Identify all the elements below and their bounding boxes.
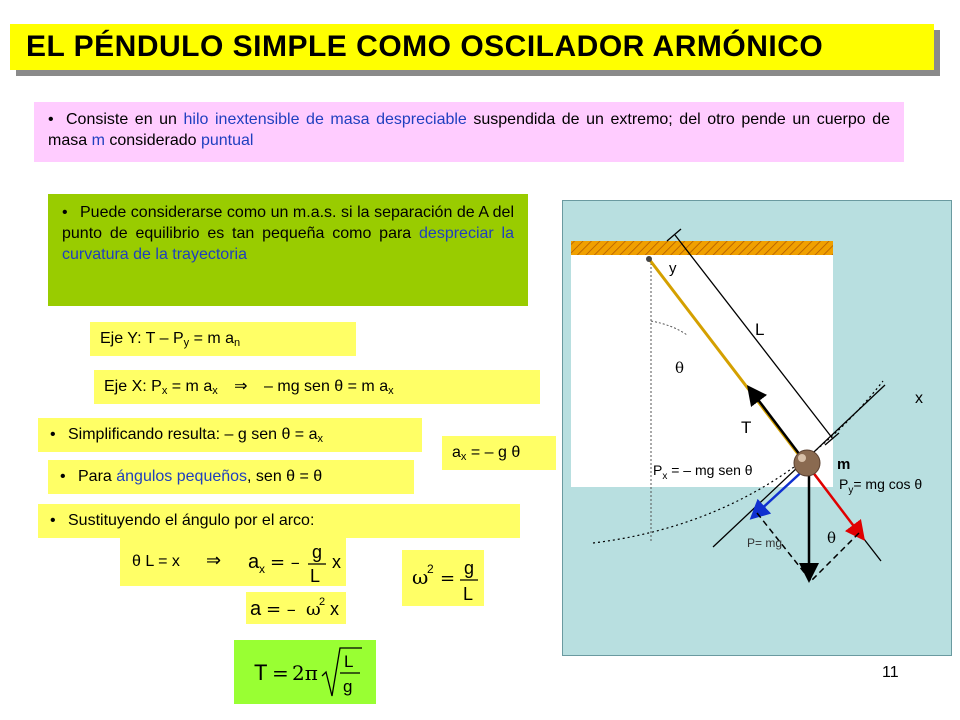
- pendulum-diagram: [562, 200, 952, 656]
- formula-period-box: [234, 640, 376, 704]
- superscript-2: 2: [427, 562, 434, 576]
- sustituyendo-text: Sustituyendo el ángulo por el arco:: [68, 512, 315, 529]
- frac-num-g: g: [312, 542, 323, 562]
- formula-ax-svg: [120, 538, 346, 586]
- eje-y-mid: = m a: [189, 330, 235, 347]
- var-x: x: [330, 599, 339, 619]
- eq-minus: = –: [266, 599, 296, 620]
- var-x: x: [332, 552, 341, 572]
- bullet-icon: •: [48, 111, 54, 128]
- frac-num-l: L: [344, 652, 354, 671]
- angulos-pre: Para: [78, 468, 117, 485]
- mas-box: [48, 194, 528, 306]
- ax-post: = – g θ: [466, 444, 521, 461]
- simplificando-box: [38, 418, 422, 452]
- bullet-icon: •: [60, 468, 66, 485]
- period-t: T: [254, 660, 268, 685]
- pendulum-diagram-svg: [563, 201, 953, 657]
- label-py: $P_y=$ mg cos θ: [839, 476, 923, 496]
- ax-equation: [442, 436, 556, 470]
- label-p-mg: P= mg: [747, 536, 783, 550]
- label-l: L: [755, 320, 765, 339]
- omega-symbol: ω: [412, 565, 429, 589]
- eq-minus: = –: [270, 552, 300, 573]
- ax-lhs-sub: x: [259, 562, 265, 576]
- frac-num-g: g: [464, 558, 475, 578]
- mas-text: Puede considerarse como un m.a.s. si la separación de A del punto de equilibrio es tan pequeña como para: [62, 204, 514, 242]
- bullet-icon: •: [50, 512, 56, 529]
- intro-text-1: Consiste en un: [66, 111, 184, 128]
- eje-x-mid: = m a: [167, 378, 213, 395]
- formula-ax-box: [120, 538, 346, 586]
- superscript-2: 2: [319, 596, 326, 608]
- eje-x-sub2: x: [212, 385, 218, 397]
- eje-x-sub1: x: [161, 385, 168, 397]
- ax-pre: a: [452, 444, 461, 461]
- formula-omega-svg: [402, 550, 484, 606]
- formula-omega-box: [402, 550, 484, 606]
- label-x: x: [915, 390, 923, 407]
- ceiling: [571, 241, 833, 255]
- formula-period-svg: [234, 640, 376, 704]
- label-theta-2: θ: [827, 529, 837, 547]
- intro-highlight-1: hilo inextensible de masa despreciable: [183, 111, 467, 128]
- pivot-point: [646, 256, 652, 262]
- eje-x-rhs: – mg sen θ = m a: [264, 378, 389, 395]
- py-component-arrow: [809, 467, 859, 533]
- intro-text-3: considerado: [104, 132, 201, 149]
- bob-highlight: [798, 454, 806, 462]
- implies-arrow-icon: ⇒: [206, 550, 222, 571]
- a-lhs: a: [250, 598, 262, 620]
- frac-den-g: g: [343, 677, 353, 696]
- label-y: y: [669, 260, 677, 277]
- page-title: EL PÉNDULO SIMPLE COMO OSCILADOR ARMÓNICO: [10, 24, 934, 70]
- bullet-icon: •: [62, 204, 68, 221]
- simplificando-text: Simplificando resulta: – g sen θ = a: [68, 426, 318, 443]
- two-pi: 2π: [292, 661, 318, 685]
- frac-den-l: L: [463, 584, 474, 604]
- bullet-icon: •: [50, 426, 56, 443]
- intro-highlight-3: puntual: [200, 132, 254, 149]
- frac-den-l: L: [310, 566, 321, 586]
- eje-x-equation: [94, 370, 540, 404]
- ax-sub: x: [460, 451, 467, 463]
- mas-highlight: despreciar la curvatura de la trayectoria: [62, 225, 514, 263]
- page-number: 11: [882, 664, 899, 681]
- eje-y-sub2: n: [234, 337, 241, 349]
- intro-box: [34, 102, 904, 162]
- eq-sign: =: [272, 661, 289, 685]
- label-tension: T: [741, 418, 752, 437]
- label-px: $P_x$ = – mg sen θ: [653, 462, 753, 482]
- sustituyendo-box: [38, 504, 520, 538]
- formula-a-box: [246, 592, 346, 624]
- ax-lhs: a: [248, 551, 260, 573]
- angulos-box: [48, 460, 414, 494]
- eq-sign: =: [440, 568, 456, 589]
- eje-y-equation: [90, 322, 356, 356]
- pendulum-bob: [794, 450, 820, 476]
- simplificando-sub: x: [317, 433, 323, 445]
- eje-x-pre: Eje X: P: [104, 378, 162, 395]
- sqrt-sign-icon: [322, 648, 362, 696]
- eje-y-sub1: y: [183, 337, 190, 349]
- eje-y-pre: Eje Y: T – P: [100, 330, 184, 347]
- eje-x-sub3: x: [388, 385, 394, 397]
- intro-text-2: suspendida de un extremo; del otro pende un cuerpo de masa: [48, 111, 891, 149]
- theta-l-text: θ L = x: [132, 553, 180, 570]
- label-theta: θ: [675, 359, 685, 377]
- angulos-post: , sen θ = θ: [247, 468, 323, 485]
- angulos-highlight: ángulos pequeños: [116, 468, 248, 485]
- label-mass: m: [837, 456, 851, 473]
- intro-highlight-2: m: [91, 132, 105, 149]
- implies-arrow-icon: ⇒: [234, 378, 248, 395]
- omega-symbol: ω: [306, 599, 321, 620]
- formula-a-svg: [246, 592, 346, 624]
